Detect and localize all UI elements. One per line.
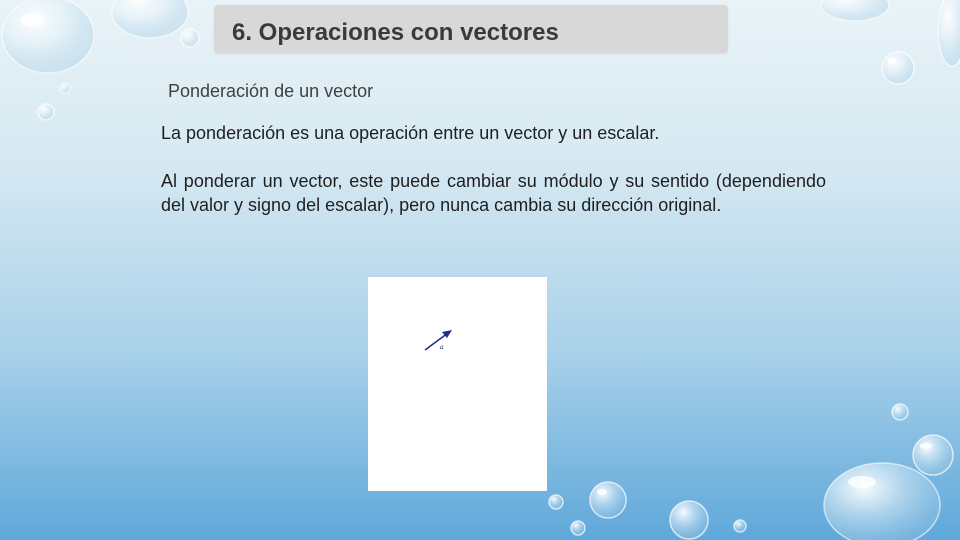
vector-figure [368,277,547,491]
bubble-bottom-right-large [824,463,940,540]
bubble-left-small-1 [60,83,70,93]
bubble-bottom-mid-2 [670,501,708,539]
bubble-bottom-mid-1 [590,482,626,518]
vector-arrow [425,330,452,350]
bubble-right-medium [913,435,953,475]
bubble-left-small-2 [38,104,54,120]
bubble-top-right-large [821,0,889,21]
page-title: 6. Operaciones con vectores [232,19,559,46]
bubble-bottom-mid-5 [734,520,746,532]
title-box [214,5,728,53]
bubble-bottom-mid-4 [571,521,585,535]
bubble-top-right-mid [882,52,914,84]
paragraph-explanation: Al ponderar un vector, este puede cambiar su módulo y su sentido (dependiendo del valor y signo del escalar), pero nunca cambia su dirección original. [161,171,826,215]
bubble-top-left-large [2,0,94,73]
bubble-top-right-edge [938,0,960,66]
bubble-bottom-mid-3 [549,495,563,509]
bubble-top-left-mid [112,0,188,38]
paragraph-definition: La ponderación es una operación entre un vector y un escalar. [161,123,660,143]
bubble-top-left-small [181,29,199,47]
vector-figure-canvas [368,277,547,491]
vector-label: a [440,343,444,351]
section-subtitle: Ponderación de un vector [168,81,374,101]
bubble-right-tiny [892,404,908,420]
